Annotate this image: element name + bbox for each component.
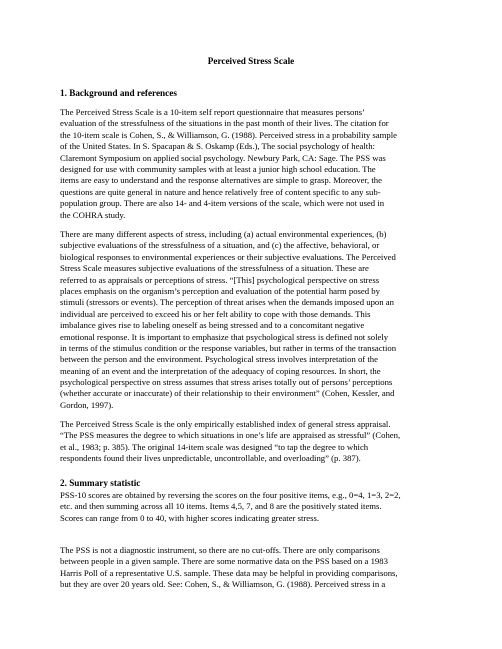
text-line: the 10-item scale is Cohen, S., & Williamson, G. (1988). Perceived stress in a probability sample	[60, 129, 398, 140]
text-line: items are easy to understand and the response alternatives are simple to grasp. Moreover, the	[60, 175, 382, 186]
text-line: Claremont Symposium on applied social psychology. Newbury Park, CA: Sage. The PSS was	[60, 152, 386, 163]
text-line: Harris Poll of a representative U.S. sample. These data may be helpful in providing comparisons,	[60, 567, 398, 578]
text-line: et al., 1983; p. 385). The original 14-item scale was designed “to tap the degree to which	[60, 441, 369, 452]
text-line: population group. There are also 14- and 4-item versions of the scale, which were not used in	[60, 198, 385, 209]
text-line: imbalance gives rise to labeling oneself as being stressed and to a concomitant negative	[60, 320, 365, 331]
text-line: respondents found their lives unpredictable, uncontrollable, and overloading” (p. 387).	[60, 453, 361, 464]
paragraph-background-3	[60, 419, 500, 465]
text-line: evaluation of the stressfulness of the situations in the past month of their lives. The citation for	[60, 118, 389, 129]
paragraph-summary-2	[60, 545, 500, 591]
paragraph-background-2	[60, 229, 500, 411]
text-line: between people in a given sample. There are some normative data on the PSS based on a 1983	[60, 556, 388, 567]
text-line: questions are quite general in nature and hence relatively free of content specific to any sub-	[60, 186, 381, 197]
text-line: “The PSS measures the degree to which situations in one’s life are appraised as stressful” (Cohen,	[60, 430, 401, 441]
text-line: but they are over 20 years old. See: Cohen, S., & Williamson, G. (1988). Perceived stress in a	[60, 579, 386, 590]
text-line: PSS-10 scores are obtained by reversing the scores on the four positive items, e.g., 0=4, 1=3, 2=2,	[60, 490, 401, 500]
text-line: (whether accurate or inaccurate) of their relationship to their environment” (Cohen, Kessler, and	[60, 388, 395, 399]
text-line: Gordon, 1997).	[60, 399, 114, 410]
text-line: The PSS is not a diagnostic instrument, so there are no cut-offs. There are only comparisons	[60, 545, 380, 555]
text-line: etc. and then summing across all 10 items. Items 4,5, 7, and 8 are the positively stated items.	[60, 501, 382, 512]
text-line: psychological perspective on stress assumes that stress arises totally out of persons’ perceptions	[60, 377, 393, 388]
section-heading-background: 1. Background and references	[60, 88, 177, 98]
document-title: Perceived Stress Scale	[207, 56, 295, 66]
text-line: Stress Scale measures subjective evaluations of the stressfulness of a situation. These are	[60, 263, 369, 274]
text-line: stimuli (stressors or events). The perception of threat arises when the demands imposed upon an	[60, 297, 394, 308]
text-line: Scores can range from 0 to 40, with higher scores indicating greater stress.	[60, 512, 320, 523]
text-line: biological responses to environmental experiences or their subjective evaluations. The Perceived	[60, 251, 396, 262]
paragraph-background-1	[60, 107, 500, 221]
text-line: subjective evaluations of the stressfulness of a situation, and (c) the affective, behavioral, or	[60, 240, 380, 251]
text-line: in terms of the stimulus condition or the response variables, but rather in terms of the transaction	[60, 342, 397, 353]
text-line: the COHRA study.	[60, 209, 126, 220]
text-line: The Perceived Stress Scale is the only empirically established index of general stress appraisal.	[60, 419, 391, 429]
text-line: of the United States. In S. Spacapan & S. Oskamp (Eds.), The social psychology of health:	[60, 141, 375, 152]
text-line: places emphasis on the organism’s perception and evaluation of the potential harm posed by	[60, 285, 380, 296]
paragraph-summary-1	[60, 490, 500, 524]
text-line: designed for use with community samples with at least a junior high school education. The	[60, 163, 376, 174]
section-heading-summary: 2. Summary statistic	[60, 478, 141, 488]
text-line: referred to as appraisals or perceptions of stress. “[This] psychological perspective on stress	[60, 274, 380, 285]
text-line: between the person and the environment. Psychological stress involves interpretation of the	[60, 354, 378, 365]
text-line: The Perceived Stress Scale is a 10-item self report questionnaire that measures persons’	[60, 107, 365, 117]
text-line: emotional response. It is important to emphasize that psychological stress is defined not solely	[60, 331, 389, 342]
text-line: individual are perceived to exceed his or her felt ability to cope with those demands. This	[60, 308, 371, 319]
text-line: There are many different aspects of stress, including (a) actual environmental experiences, (b)	[60, 229, 387, 239]
text-line: meaning of an event and the interpretation of the adequacy of coping resources. In short, the	[60, 365, 381, 376]
